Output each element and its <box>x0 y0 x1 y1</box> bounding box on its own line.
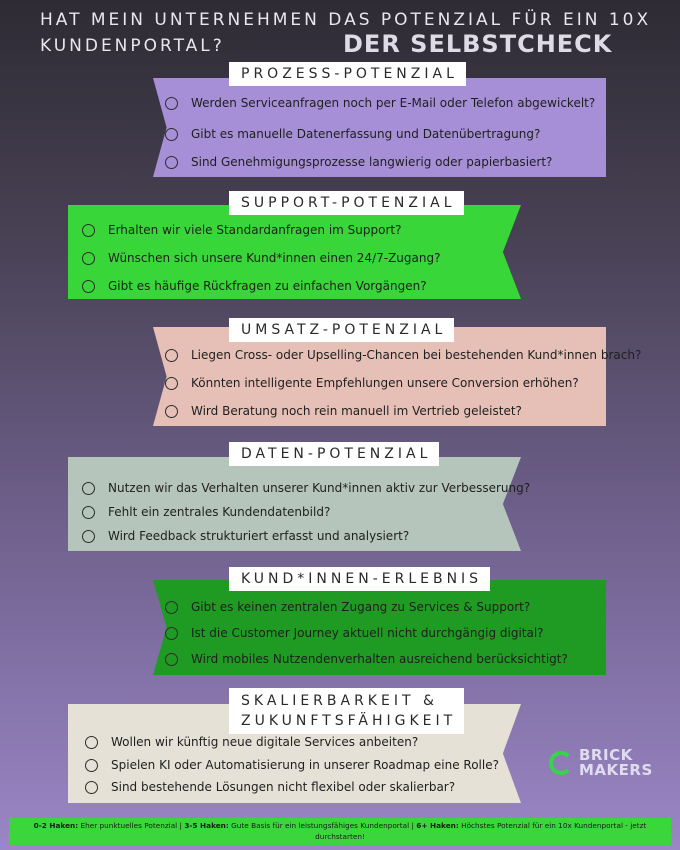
brickmakers-logo <box>549 748 653 778</box>
checklist-item[interactable]: Erhalten wir viele Standardanfragen im Support? <box>82 223 401 237</box>
checkbox-circle-icon[interactable] <box>85 781 98 794</box>
checklist-item[interactable]: Wünschen sich unsere Kund*innen einen 24/7-Zugang? <box>82 251 440 265</box>
checklist-item[interactable]: Wird Feedback strukturiert erfasst und analysiert? <box>82 529 409 543</box>
section-skalierbarkeit-label <box>229 688 464 734</box>
checklist-item[interactable]: Wird Beratung noch rein manuell im Vertrieb geleistet? <box>165 404 522 418</box>
logo-line-2: MAKERS <box>579 761 653 779</box>
section-support-label: SUPPORT-POTENZIAL <box>229 191 464 215</box>
label-line-1: SKALIERBARKEIT & <box>241 693 438 709</box>
checklist-item[interactable]: Nutzen wir das Verhalten unserer Kund*innen aktiv zur Verbesserung? <box>82 481 530 495</box>
title-line-2: KUNDENPORTAL? <box>40 36 225 56</box>
footer-text-2: Gute Basis für ein leistungsfähiges Kundenportal | <box>231 821 414 830</box>
checklist-item[interactable]: Fehlt ein zentrales Kundendatenbild? <box>82 505 330 519</box>
checklist-item[interactable]: Sind bestehende Lösungen nicht flexibel oder skalierbar? <box>85 780 455 794</box>
checkbox-circle-icon[interactable] <box>165 601 178 614</box>
section-erlebnis-label: KUND*INNEN-ERLEBNIS <box>229 567 490 591</box>
checklist-item[interactable]: Gibt es keinen zentralen Zugang zu Services & Support? <box>165 600 530 614</box>
footer-key-2: 3-5 Haken: <box>184 821 229 830</box>
section-umsatz-label: UMSATZ-POTENZIAL <box>229 318 454 342</box>
logo-line-1: BRICK <box>579 746 633 764</box>
checklist-item[interactable]: Sind Genehmigungsprozesse langwierig oder papierbasiert? <box>165 155 552 169</box>
checklist-item[interactable]: Spielen KI oder Automatisierung in unserer Roadmap eine Rolle? <box>85 758 499 772</box>
logo-ring-icon <box>549 751 573 775</box>
checklist-item[interactable]: Gibt es häufige Rückfragen zu einfachen Vorgängen? <box>82 279 427 293</box>
checkbox-circle-icon[interactable] <box>82 506 95 519</box>
footer-text-1: Eher punktuelles Potenzial | <box>80 821 182 830</box>
footer-text-3: Höchstes Potenzial für ein 10x Kundenportal - jetzt durchstarten! <box>315 821 647 841</box>
checkbox-circle-icon[interactable] <box>165 653 178 666</box>
checklist-item[interactable]: Gibt es manuelle Datenerfassung und Datenübertragung? <box>165 127 540 141</box>
section-prozess-label: PROZESS-POTENZIAL <box>229 62 466 86</box>
footer-key-3: 6+ Haken: <box>416 821 459 830</box>
checkbox-circle-icon[interactable] <box>165 128 178 141</box>
checkbox-circle-icon[interactable] <box>165 405 178 418</box>
label-line-2: ZUKUNFTSFÄHIGKEIT <box>241 713 457 729</box>
subtitle: DER SELBSTCHECK <box>343 30 613 58</box>
checkbox-circle-icon[interactable] <box>82 252 95 265</box>
checkbox-circle-icon[interactable] <box>82 482 95 495</box>
checkbox-circle-icon[interactable] <box>165 377 178 390</box>
checkbox-circle-icon[interactable] <box>82 530 95 543</box>
checklist-item[interactable]: Wollen wir künftig neue digitale Services anbeiten? <box>85 735 418 749</box>
checkbox-circle-icon[interactable] <box>85 759 98 772</box>
checklist-item[interactable]: Könnten intelligente Empfehlungen unsere Conversion erhöhen? <box>165 376 579 390</box>
checkbox-circle-icon[interactable] <box>165 627 178 640</box>
checkbox-circle-icon[interactable] <box>165 156 178 169</box>
checkbox-circle-icon[interactable] <box>82 280 95 293</box>
checkbox-circle-icon[interactable] <box>85 736 98 749</box>
checklist-item[interactable]: Liegen Cross- oder Upselling-Chancen bei bestehenden Kund*innen brach? <box>165 348 641 362</box>
checkbox-circle-icon[interactable] <box>165 349 178 362</box>
checklist-item[interactable]: Werden Serviceanfragen noch per E-Mail oder Telefon abgewickelt? <box>165 96 595 110</box>
checklist-item[interactable]: Ist die Customer Journey aktuell nicht durchgängig digital? <box>165 626 544 640</box>
checklist-item[interactable]: Wird mobiles Nutzendenverhalten ausreichend berücksichtigt? <box>165 652 568 666</box>
title-line-1: HAT MEIN UNTERNEHMEN DAS POTENZIAL FÜR EIN 10X <box>40 10 652 30</box>
checkbox-circle-icon[interactable] <box>82 224 95 237</box>
scoring-footer <box>9 818 671 845</box>
footer-key-1: 0-2 Haken: <box>33 821 79 830</box>
checkbox-circle-icon[interactable] <box>165 97 178 110</box>
section-daten-label: DATEN-POTENZIAL <box>229 442 439 466</box>
